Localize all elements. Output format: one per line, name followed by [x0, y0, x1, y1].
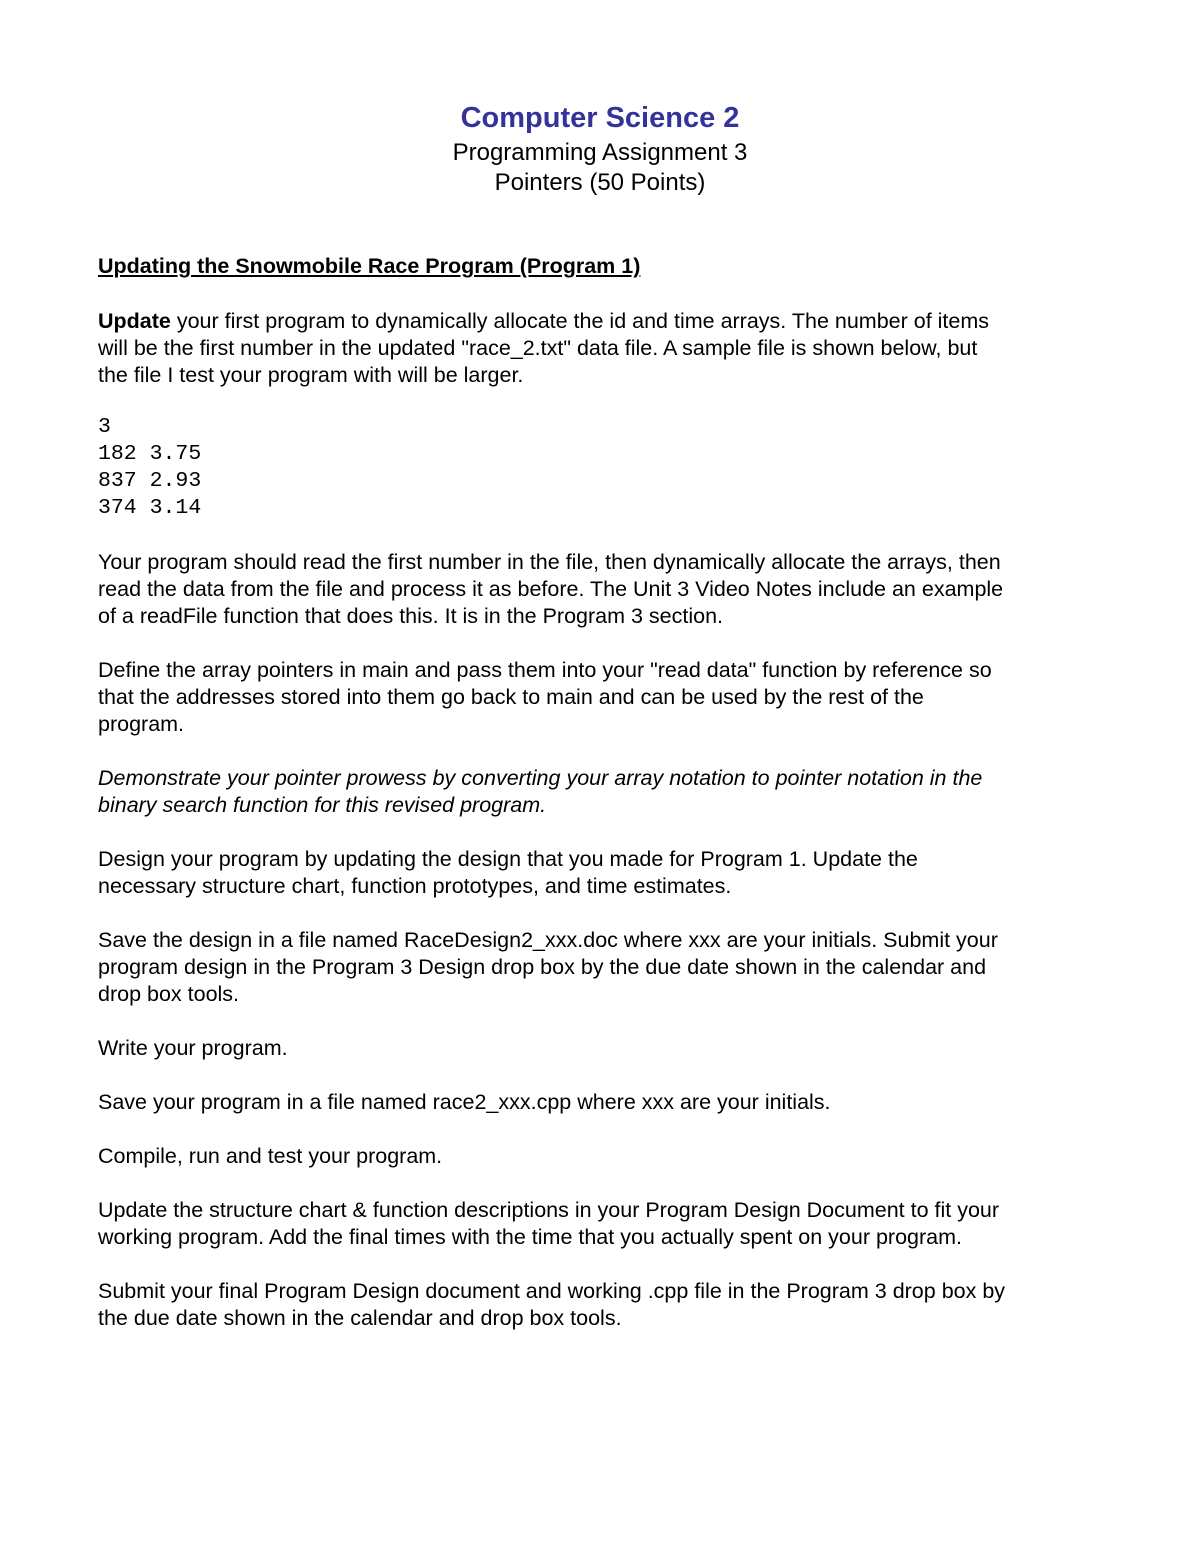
update-lead-word: Update — [98, 309, 171, 333]
sample-file-line: 182 3.75 — [98, 442, 202, 466]
read-paragraph-line-3: of a readFile function that does this. It is in the Program 3 section. — [98, 604, 724, 628]
save-program-paragraph — [98, 1089, 1108, 1116]
save-design-line-3: drop box tools. — [98, 982, 240, 1006]
define-paragraph-line-2: that the addresses stored into them go back to main and can be used by the rest of the — [98, 685, 924, 709]
update-paragraph-line-1 — [98, 308, 1108, 335]
section-heading: Updating the Snowmobile Race Program (Program 1) — [98, 254, 641, 278]
update-line-1-text: your first program to dynamically allocate the id and time arrays. The number of items — [170, 309, 990, 333]
define-pointers-paragraph — [98, 657, 1108, 738]
save-program-line: Save your program in a file named race2_xxx.cpp where xxx are your initials. — [98, 1090, 831, 1114]
document-title: Computer Science 2 — [460, 102, 740, 134]
sample-file-line: 374 3.14 — [98, 496, 202, 520]
read-file-paragraph — [98, 549, 1108, 630]
design-paragraph — [98, 846, 1108, 900]
update-paragraph-line-3: the file I test your program with will be larger. — [98, 363, 524, 387]
assignment-subtitle: Programming Assignment 3 — [452, 139, 748, 166]
submit-line-2: the due date shown in the calendar and drop box tools. — [98, 1306, 622, 1330]
compile-line: Compile, run and test your program. — [98, 1144, 443, 1168]
sample-data-file — [98, 414, 201, 522]
read-paragraph-line-1: Your program should read the first number in the file, then dynamically allocate the arrays, then — [98, 550, 1001, 574]
sample-file-line: 837 2.93 — [98, 469, 202, 493]
update-paragraph-line-2: will be the first number in the updated "race_2.txt" data file. A sample file is shown below, but — [98, 336, 978, 360]
points-subtitle: Pointers (50 Points) — [494, 169, 706, 196]
design-paragraph-line-1: Design your program by updating the design that you made for Program 1. Update the — [98, 847, 918, 871]
read-paragraph-line-2: read the data from the file and process it as before. The Unit 3 Video Notes include an example — [98, 577, 1004, 601]
demo-paragraph-line-2: binary search function for this revised program. — [98, 793, 547, 817]
define-paragraph-line-1: Define the array pointers in main and pass them into your "read data" function by reference so — [98, 658, 992, 682]
update-chart-paragraph — [98, 1197, 1108, 1251]
write-program-paragraph — [98, 1035, 1108, 1062]
save-design-line-2: program design in the Program 3 Design drop box by the due date shown in the calendar and — [98, 955, 987, 979]
save-design-line-1: Save the design in a file named RaceDesign2_xxx.doc where xxx are your initials. Submit your — [98, 928, 998, 952]
write-program-line: Write your program. — [98, 1036, 288, 1060]
define-paragraph-line-3: program. — [98, 712, 185, 736]
submit-line-1: Submit your final Program Design document and working .cpp file in the Program 3 drop box by — [98, 1279, 1006, 1303]
update-paragraph — [98, 308, 1108, 389]
compile-paragraph — [98, 1143, 1108, 1170]
design-paragraph-line-2: necessary structure chart, function prototypes, and time estimates. — [98, 874, 732, 898]
update-chart-line-2: working program. Add the final times with the time that you actually spent on your program. — [98, 1225, 963, 1249]
update-chart-line-1: Update the structure chart & function descriptions in your Program Design Document to fit your — [98, 1198, 1000, 1222]
sample-file-line: 3 — [98, 415, 111, 439]
demonstrate-paragraph — [98, 765, 1108, 819]
save-design-paragraph — [98, 927, 1108, 1008]
submit-paragraph — [98, 1278, 1108, 1332]
demo-paragraph-line-1: Demonstrate your pointer prowess by converting your array notation to pointer notation in the — [98, 766, 983, 790]
